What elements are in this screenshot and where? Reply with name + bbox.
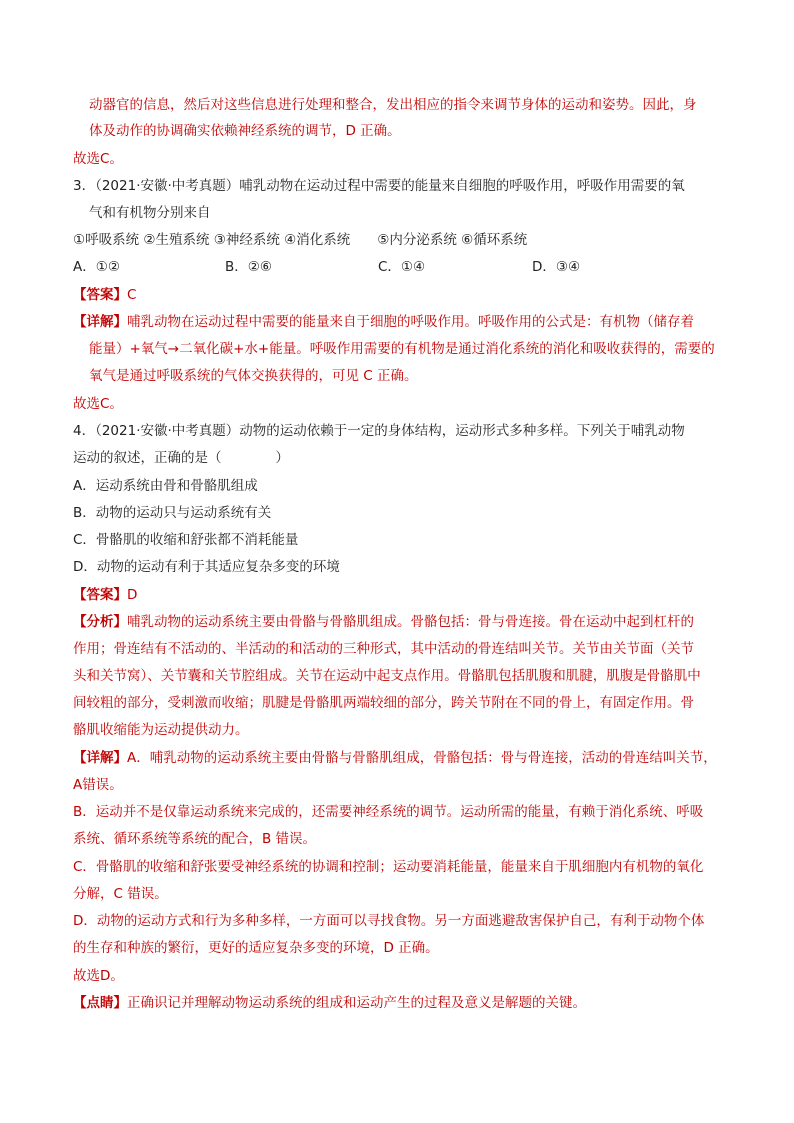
- q3-option-d: D．③④: [532, 259, 581, 275]
- q4-detail-line: D．动物的运动方式和行为多种多样，一方面可以寻找食物。另一方面逃避敌害保护自己，有利于动物个体: [73, 913, 705, 929]
- comment-text: 正确识记并理解动物运动系统的组成和运动产生的过程及意义是解题的关键。: [127, 995, 586, 1011]
- q3-stem: 3．（2021·安徽·中考真题）哺乳动物在运动过程中需要的能量来自细胞的呼吸作用，呼吸作用需要的氧: [73, 178, 685, 194]
- q4-option-d: D．动物的运动有利于其适应复杂多变的环境: [73, 559, 340, 575]
- q3-answer: [73, 286, 136, 304]
- q4-comment: [73, 994, 586, 1012]
- analysis-label: 【分析】: [73, 614, 127, 630]
- q3-option-b: B．②⑥: [225, 259, 272, 275]
- q4-option-a: A．运动系统由骨和骨骼肌组成: [73, 478, 258, 494]
- q3-conclusion: 故选C。: [73, 396, 123, 412]
- q4-analysis-line: 作用；骨连结有不活动的、半活动的和活动的三种形式，其中活动的骨连结叫关节。关节由关节面（关节: [73, 641, 694, 657]
- q4-option-b: B．动物的运动只与运动系统有关: [73, 505, 272, 521]
- q2-detail-line: 体及动作的协调确实依赖神经系统的调节，D 正确。: [89, 123, 401, 139]
- detail-label: 【详解】: [73, 314, 127, 330]
- answer-label: 【答案】: [73, 587, 127, 603]
- detail-text: 哺乳动物在运动过程中需要的能量来自于细胞的呼吸作用。呼吸作用的公式是：有机物（储存着: [127, 314, 694, 330]
- q2-detail-line: 动器官的信息，然后对这些信息进行处理和整合，发出相应的指令来调节身体的运动和姿势。因此，身: [89, 97, 697, 113]
- q4-analysis-line: 间较粗的部分，受刺激而收缩；肌腱是骨骼肌两端较细的部分，跨关节附在不同的骨上，有固定作用。骨: [73, 695, 694, 711]
- q3-stem-cont: 气和有机物分别来自: [89, 205, 211, 221]
- q2-conclusion: 故选C。: [73, 151, 123, 167]
- q4-detail-line: 的生存和种族的繁衍，更好的适应复杂多变的环境，D 正确。: [73, 940, 439, 956]
- q4-detail-line: B．运动并不是仅靠运动系统来完成的，还需要神经系统的调节。运动所需的能量，有赖于消化系统、呼吸: [73, 804, 704, 820]
- q4-option-c: C．骨骼肌的收缩和舒张都不消耗能量: [73, 532, 299, 548]
- q4-answer: [73, 586, 137, 604]
- q4-detail: [73, 749, 717, 767]
- q3-items: ①呼吸系统 ②生殖系统 ③神经系统 ④消化系统 ⑤内分泌系统 ⑥循环系统: [73, 232, 528, 248]
- q3-detail: [73, 313, 694, 331]
- q4-detail-line: 分解，C 错误。: [73, 886, 168, 902]
- analysis-text: 哺乳动物的运动系统主要由骨骼与骨骼肌组成。骨骼包括：骨与骨连接。骨在运动中起到杠杆的: [127, 614, 694, 630]
- q4-analysis-line: 头和关节窝）、关节囊和关节腔组成。关节在运动中起支点作用。骨骼肌包括肌腹和肌腱，肌腹是骨骼肌中: [73, 668, 701, 684]
- detail-label: 【详解】: [73, 750, 127, 766]
- answer-value: D: [127, 587, 138, 603]
- q3-detail-line: 能量）+氧气→二氧化碳+水+能量。呼吸作用需要的有机物是通过消化系统的消化和吸收获得的，需要的: [89, 341, 715, 357]
- q4-detail-line: A错误。: [73, 777, 123, 793]
- q4-detail-line: C．骨骼肌的收缩和舒张要受神经系统的协调和控制；运动要消耗能量，能量来自于肌细胞内有机物的氧化: [73, 859, 704, 875]
- q4-stem: 4．（2021·安徽·中考真题）动物的运动依赖于一定的身体结构，运动形式多种多样。下列关于哺乳动物: [73, 423, 685, 439]
- comment-label: 【点睛】: [73, 995, 127, 1011]
- q4-analysis-line: 骼肌收缩能为运动提供动力。: [73, 722, 249, 738]
- q3-option-a: A．①②: [73, 259, 120, 275]
- q4-analysis: [73, 613, 694, 631]
- detail-text: A．哺乳动物的运动系统主要由骨骼与骨骼肌组成，骨骼包括：骨与骨连接，活动的骨连结叫关节，: [127, 750, 717, 766]
- answer-value: C: [127, 287, 137, 303]
- q4-stem-cont: 运动的叙述，正确的是（ ）: [73, 450, 289, 466]
- q4-conclusion: 故选D。: [73, 968, 124, 984]
- q4-detail-line: 系统、循环系统等系统的配合，B 错误。: [73, 831, 317, 847]
- q3-detail-line: 氧气是通过呼吸系统的气体交换获得的，可见 C 正确。: [89, 368, 418, 384]
- answer-label: 【答案】: [73, 287, 127, 303]
- q3-option-c: C．①④: [378, 259, 426, 275]
